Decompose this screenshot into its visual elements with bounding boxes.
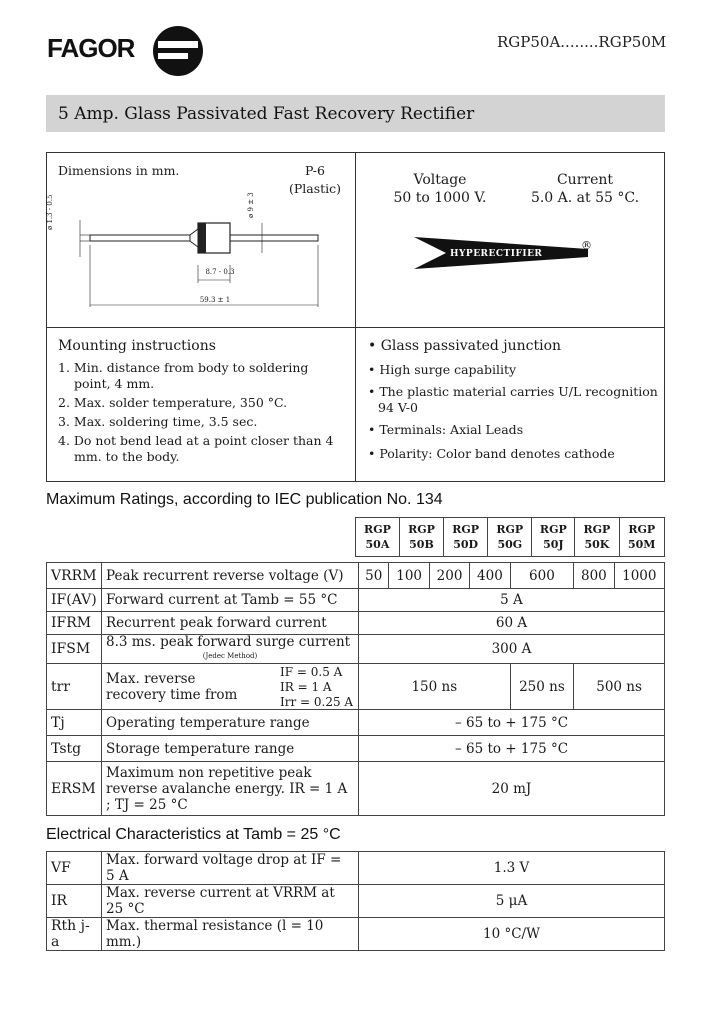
- table-row: [47, 612, 665, 635]
- value-cell: 10 °C/W: [359, 918, 665, 951]
- desc-cell: Storage temperature range: [102, 736, 359, 762]
- symbol-cell: Tj: [47, 710, 102, 736]
- feature-item: • Polarity: Color band denotes cathode: [368, 446, 615, 461]
- value-cell: 1000: [614, 563, 664, 589]
- package-type: (Plastic): [288, 181, 342, 196]
- desc-cell: [102, 664, 359, 710]
- desc-cell: Max. reverse current at VRRM at 25 °C: [102, 885, 359, 918]
- symbol-cell: IR: [47, 885, 102, 918]
- electrical-title: Electrical Characteristics at Tamb = 25 °C: [46, 826, 341, 843]
- column-header: RGP 50G: [488, 518, 532, 557]
- column-header: RGP 50D: [444, 518, 488, 557]
- value-cell: 60 A: [359, 612, 665, 635]
- column-header: RGP 50J: [532, 518, 575, 557]
- current-value: 5.0 A. at 55 °C.: [530, 190, 640, 206]
- desc-cell: Operating temperature range: [102, 710, 359, 736]
- fagor-logo-icon: [150, 25, 206, 77]
- desc-cell: Recurrent peak forward current: [102, 612, 359, 635]
- mounting-item: 2. Max. solder temperature, 350 °C.: [58, 395, 288, 410]
- value-cell: 400: [470, 563, 510, 589]
- value-cell: – 65 to + 175 °C: [359, 710, 665, 736]
- value-cell: 500 ns: [574, 664, 665, 710]
- value-cell: 800: [574, 563, 614, 589]
- table-row: [47, 885, 665, 918]
- dim-body-length: 8.7 - 0.3: [205, 268, 235, 276]
- max-ratings-title: Maximum Ratings, according to IEC publication No. 134: [46, 491, 443, 508]
- symbol-cell: IFSM: [47, 635, 102, 664]
- diode-drawing: [70, 195, 330, 310]
- value-cell: 200: [429, 563, 469, 589]
- trr-cond-2: IR = 1 A: [280, 680, 332, 694]
- features-title: • Glass passivated junction: [368, 338, 562, 354]
- desc-cell: Peak recurrent reverse voltage (V): [102, 563, 359, 589]
- value-cell: 20 mJ: [359, 762, 665, 816]
- package-code: P-6: [305, 163, 325, 178]
- table-row: [47, 918, 665, 951]
- current-label: Current: [556, 172, 614, 188]
- trr-cond-1: IF = 0.5 A: [280, 665, 343, 679]
- table-row: [47, 710, 665, 736]
- symbol-cell: ERSM: [47, 762, 102, 816]
- symbol-cell: IFRM: [47, 612, 102, 635]
- desc-cell: Forward current at Tamb = 55 °C: [102, 589, 359, 612]
- symbol-cell: IF(AV): [47, 589, 102, 612]
- table-row: [47, 736, 665, 762]
- mounting-title: Mounting instructions: [58, 338, 216, 354]
- value-cell: 150 ns: [359, 664, 511, 710]
- mounting-item: 1. Min. distance from body to soldering point, 4 mm.: [58, 360, 309, 391]
- electrical-table: [46, 851, 665, 951]
- symbol-cell: trr: [47, 664, 102, 710]
- value-cell: 600: [510, 563, 574, 589]
- dimensions-label: Dimensions in mm.: [58, 163, 180, 178]
- column-header: RGP 50B: [399, 518, 443, 557]
- symbol-cell: VF: [47, 852, 102, 885]
- symbol-cell: VRRM: [47, 563, 102, 589]
- table-row: [47, 635, 665, 664]
- trr-cond-3: Irr = 0.25 A: [280, 695, 354, 709]
- value-cell: 5 μA: [359, 885, 665, 918]
- mounting-list: [58, 360, 348, 465]
- desc-cell: Maximum non repetitive peak reverse avalanche energy. IR = 1 A ; TJ = 25 °C: [102, 762, 359, 816]
- table-row: [47, 762, 665, 816]
- table-row: [47, 589, 665, 612]
- banner-text: HYPERECTIFIER: [450, 249, 543, 259]
- mounting-item: 4. Do not bend lead at a point closer than 4 mm. to the body.: [58, 433, 334, 464]
- value-cell: 50: [359, 563, 389, 589]
- feature-item: • Terminals: Axial Leads: [368, 422, 524, 437]
- mounting-item: 3. Max. soldering time, 3.5 sec.: [58, 414, 258, 429]
- feature-item: • The plastic material carries U/L recognition 94 V-0: [368, 384, 658, 415]
- value-cell: 100: [389, 563, 429, 589]
- value-cell: – 65 to + 175 °C: [359, 736, 665, 762]
- value-cell: 250 ns: [510, 664, 574, 710]
- symbol-cell: Tstg: [47, 736, 102, 762]
- desc-cell: Max. forward voltage drop at IF = 5 A: [102, 852, 359, 885]
- part-range: RGP50A........RGP50M: [497, 33, 667, 51]
- value-cell: 5 A: [359, 589, 665, 612]
- desc-cell: Max. thermal resistance (l = 10 mm.): [102, 918, 359, 951]
- max-ratings-header: [355, 517, 665, 557]
- dim-body-diameter: ø 9 ± 3: [247, 192, 255, 218]
- dim-lead-diameter: ø 1.3 - 0.5: [46, 194, 54, 230]
- value-cell: 300 A: [359, 635, 665, 664]
- column-header: RGP 50M: [619, 518, 665, 557]
- registered-mark: ®: [581, 239, 592, 252]
- table-row: [47, 852, 665, 885]
- value-cell: 1.3 V: [359, 852, 665, 885]
- max-ratings-table: [46, 562, 665, 816]
- desc-cell: [102, 635, 359, 664]
- ifsm-note: (Jedec Method): [202, 652, 258, 660]
- features-list: [368, 362, 658, 462]
- column-header: RGP 50A: [356, 518, 400, 557]
- dim-total-length: 59.3 ± 1: [199, 296, 231, 304]
- page-title: 5 Amp. Glass Passivated Fast Recovery Rectifier: [58, 104, 475, 124]
- ifsm-desc: 8.3 ms. peak forward surge current: [106, 634, 351, 650]
- voltage-label: Voltage: [413, 172, 467, 188]
- voltage-value: 50 to 1000 V.: [393, 190, 487, 206]
- table-row: [47, 563, 665, 589]
- trr-desc: Max. reverse recovery time from: [106, 670, 238, 703]
- table-row: [47, 664, 665, 710]
- symbol-cell: Rth j-a: [47, 918, 102, 951]
- column-header: RGP 50K: [575, 518, 619, 557]
- brand-logo-text: FAGOR: [47, 33, 135, 63]
- feature-item: • High surge capability: [368, 362, 517, 377]
